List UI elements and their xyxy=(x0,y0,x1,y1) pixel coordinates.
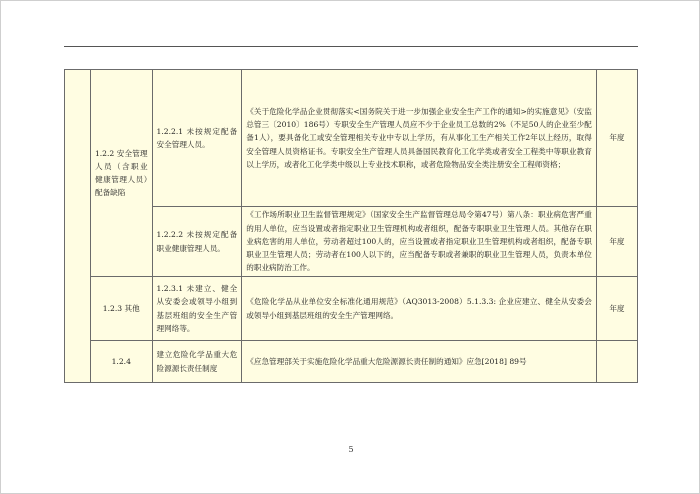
frequency-cell: 年度 xyxy=(596,207,637,277)
category-cell xyxy=(65,70,91,383)
section-cell: 1.2.2 安全管理人员（含职业健康管理人员）配备缺陷 xyxy=(90,70,152,277)
item-cell: 1.2.2.2 未按规定配备职业健康管理人员。 xyxy=(152,207,242,277)
header-rule xyxy=(64,46,638,47)
table-row xyxy=(65,70,638,207)
frequency-cell: 年度 xyxy=(596,277,637,341)
table-row xyxy=(65,277,638,341)
hazard-checklist-table xyxy=(64,69,638,383)
frequency-cell: 年度 xyxy=(596,70,637,207)
item-cell: 1.2.3.1 未建立、健全从安委会或领导小组到基层班组的安全生产管理网络等。 xyxy=(152,277,242,341)
section-cell: 1.2.3 其他 xyxy=(90,277,152,341)
item-cell: 建立危险化学品重大危险源源长责任制度 xyxy=(152,341,242,383)
basis-cell: 《危险化学品从业单位安全标准化通用规范》（AQ3013-2008）5.1.3.3: 企业应建立、健全从安委会或领导小组到基层班组的安全生产管理网络。 xyxy=(242,277,597,341)
page-number: 5 xyxy=(348,445,354,454)
basis-cell: 《关于危险化学品企业贯彻落实<国务院关于进一步加强企业安全生产工作的通知>的实施意见》（安监总管三〔2010〕186号）专职安全生产管理人员应不少于企业员工总数的2%（不足50人的企业至少配备1人），要具备化工或安全管理相关专业中专以上学历，有从事化工生产相关工作2年以上经历，取得安全管理人员资格证书。专职安全生产管理人员具备国民教育化工化学类或者安全工程类中等职业教育以上学历，或者化工化学类中级以上专业技术职称，或者危险物品安全类注册安全工程师资格； xyxy=(242,70,597,207)
section-cell: 1.2.4 xyxy=(90,341,152,383)
basis-cell: 《工作场所职业卫生监督管理规定》（国家安全生产监督管理总局令第47号）第八条：职业病危害严重的用人单位，应当设置或者指定职业卫生管理机构或者组织，配备专职职业卫生管理人员。其他存在职业病危害的用人单位，劳动者超过100人的，应当设置或者指定职业卫生管理机构或者组织，配备专职职业卫生管理人员；劳动者在100人以下的，应当配备专职或者兼职的职业卫生管理人员，负责本单位的职业病防治工作。 xyxy=(242,207,597,277)
basis-cell: 《应急管理部关于实施危险化学品重大危险源源长责任制的通知》应急[2018] 89号 xyxy=(242,341,597,383)
item-cell: 1.2.2.1 未按规定配备安全管理人员。 xyxy=(152,70,242,207)
table-row-highlighted xyxy=(65,341,638,383)
frequency-cell xyxy=(596,341,637,383)
